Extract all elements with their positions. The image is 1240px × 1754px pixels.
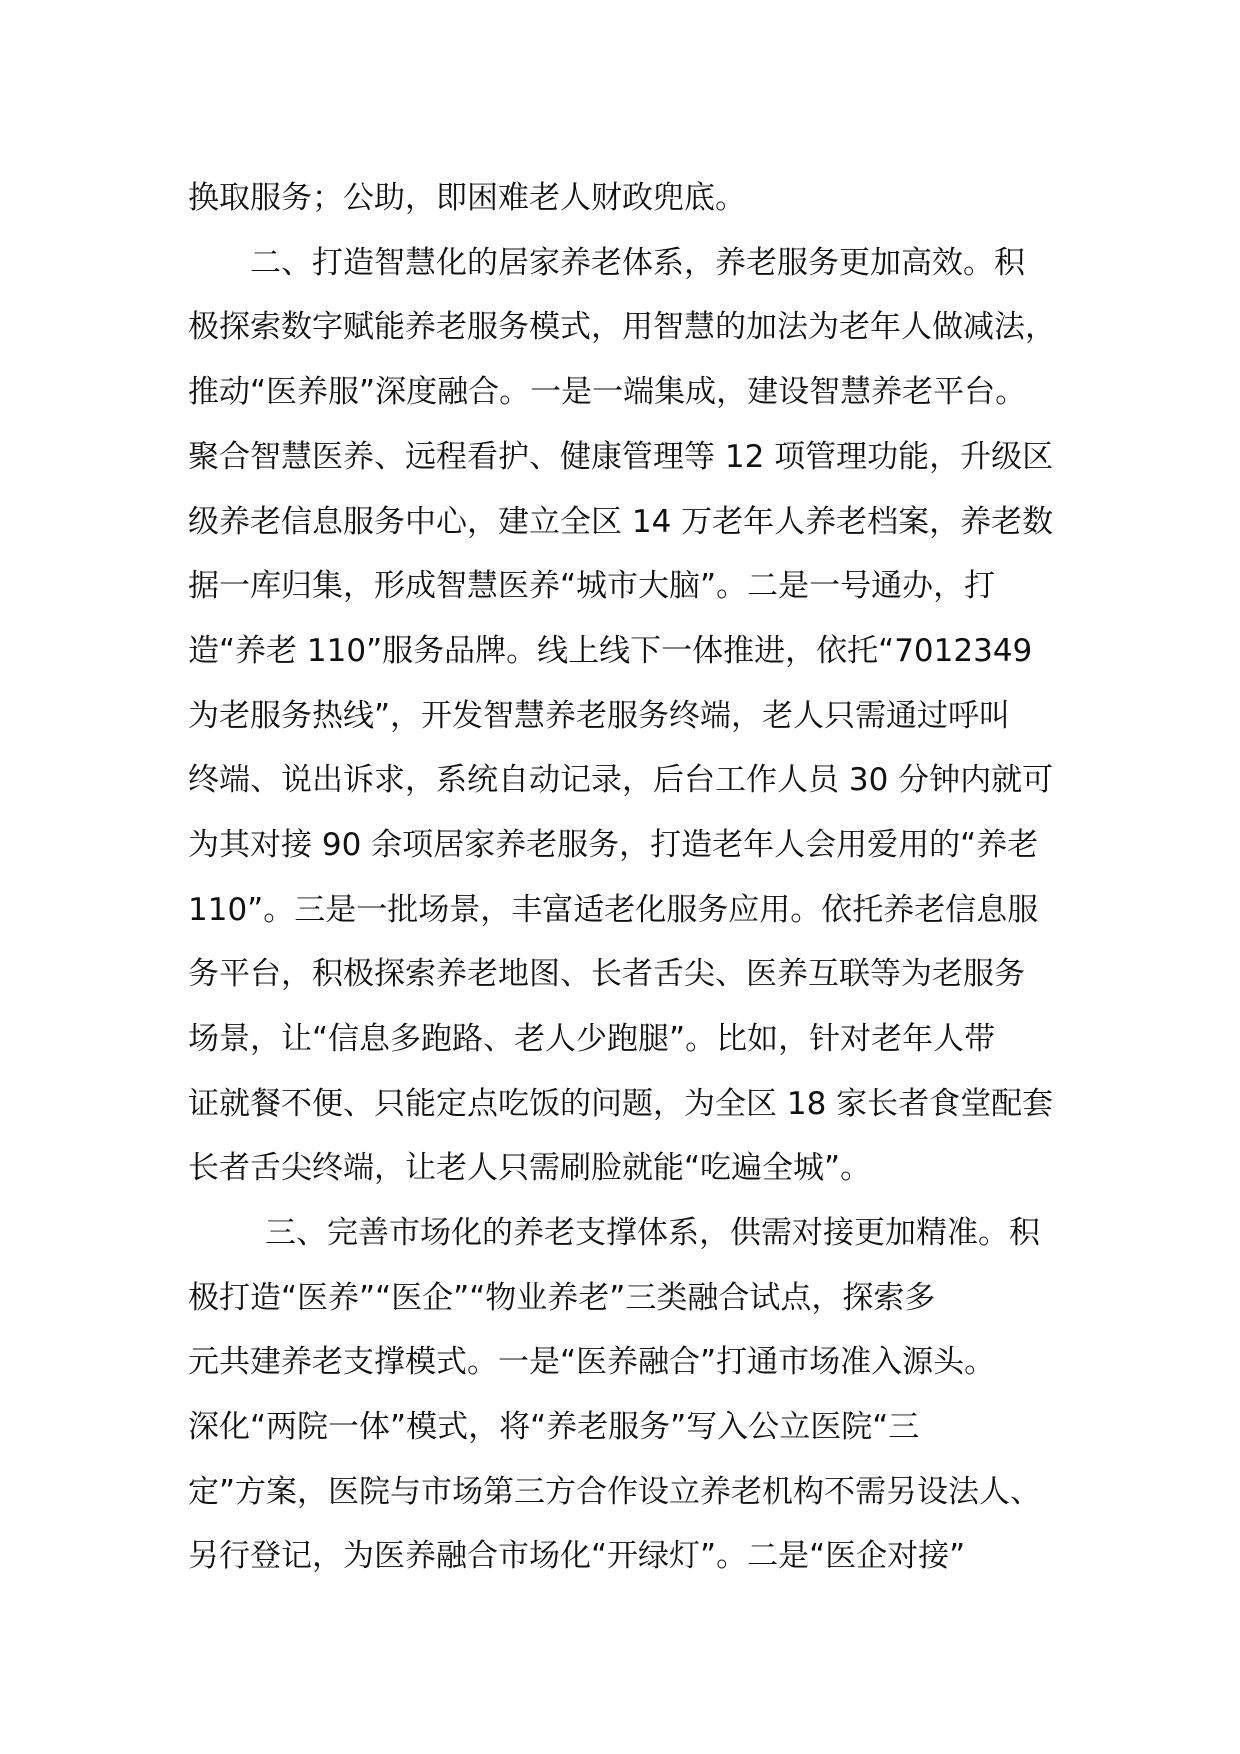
text-line: 级养老信息服务中心，建立全区 14 万老年人养老档案，养老数: [188, 504, 1054, 540]
text-line: 极探索数字赋能养老服务模式，用智慧的加法为老年人做减法，: [188, 309, 1056, 345]
text-line: 证就餐不便、只能定点吃饭的问题，为全区 18 家长者食堂配套: [188, 1086, 1054, 1122]
text-line: 务平台，积极探索养老地图、长者舌尖、医养互联等为老服务: [188, 956, 1025, 992]
text-line: 场景，让“信息多跑路、老人少跑腿”。比如，针对老年人带: [188, 1021, 996, 1057]
text-line: 造“养老 110”服务品牌。线上线下一体推进，依托“7012349: [188, 633, 1033, 669]
text-line: 极打造“医养”“医企”“物业养老”三类融合试点，探索多: [188, 1280, 936, 1316]
text-line: 为其对接 90 余项居家养老服务，打造老年人会用爱用的“养老: [188, 827, 1039, 863]
text-line: 推动“医养服”深度融合。一是一端集成，建设智慧养老平台。: [188, 374, 1027, 410]
text-line: 元共建养老支撑模式。一是“医养融合”打通市场准入源头。: [188, 1344, 996, 1380]
text-line: 据一库归集，形成智慧医养“城市大脑”。二是一号通办，打: [188, 568, 996, 604]
text-line: 定”方案，医院与市场第三方合作设立养老机构不需另设法人、: [188, 1474, 1042, 1510]
text-line: 二、打造智慧化的居家养老体系，养老服务更加高效。积: [250, 245, 1025, 281]
text-line: 110”。三是一批场景，丰富适老化服务应用。依托养老信息服: [188, 892, 1039, 928]
text-line: 另行登记，为医养融合市场化“开绿灯”。二是“医企对接”: [188, 1538, 966, 1574]
text-line: 终端、说出诉求，系统自动记录，后台工作人员 30 分钟内就可: [188, 762, 1054, 798]
text-line: 换取服务；公助，即困难老人财政兜底。: [188, 180, 746, 216]
text-line: 为老服务热线”，开发智慧养老服务终端，老人只需通过呼叫: [188, 698, 1011, 734]
text-line: 聚合智慧医养、远程看护、健康管理等 12 项管理功能，升级区: [188, 439, 1054, 475]
text-line: 三、完善市场化的养老支撑体系，供需对接更加精准。积: [265, 1215, 1040, 1251]
text-line: 深化“两院一体”模式，将“养老服务”写入公立医院“三: [188, 1409, 920, 1445]
text-line: 长者舌尖终端，让老人只需刷脸就能“吃遍全城”。: [188, 1150, 872, 1186]
